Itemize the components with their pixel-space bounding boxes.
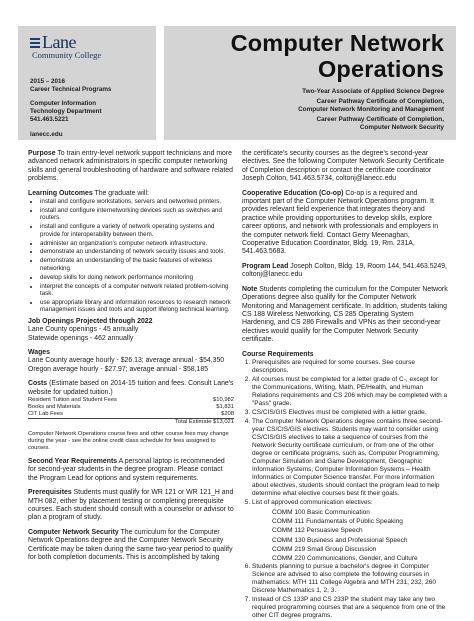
left-column [28,150,234,568]
list-item: 1. Prerequisites are required for some courses. See course descriptions. [252,359,448,375]
list-item: • use appropriate library and information resources to research network management issues and tools and support lifelong technical learning. [40,299,234,314]
list-item: COMM 100 Basic Communication [272,508,370,516]
table-row: Resident Tuition and Student Fees $10,982 [28,396,234,403]
second-year-requirements: Second Year Requirements A personal laptop is recommended for second-year students in the degree program. Please contact the Program Lead for options and system requirements. [28,457,225,482]
list-item: 6. Students planning to pursue a bachelor's degree in Computer Science are advised to also complete the following courses in mathematics: MTH 111 College Algebra and MTH 231, 232, 260 Discrete Mathematics 1, 2, 3. [252,563,448,595]
list-item: • install and configure workstations, servers and networked printers. [40,198,234,205]
requirements-list [242,359,448,507]
requirements-list-continued [242,563,448,620]
note-section: Note Students completing the curriculum for the Computer Network Operations degree also qualify for the Computer Network Monitoring and Management certificate. In addition, students taking CS 188 Wireless Networking, CS 285 Operating System Hardening, and CS 286 Firewalls and VPNs as their second-year electives would qualify for the Computer Network Security certificate. [242,285,448,344]
table-row: Books and Materials $1,831 [28,403,234,410]
learning-outcomes: Learning Outcomes The graduate will: [28,189,149,197]
list-item: 5. List of approved communication electives: [252,499,448,507]
outcomes-list [28,198,234,314]
job-openings: Job Openings Projected through 2022 Lane County openings - 45 annually Statewide openings - 462 annually [28,317,153,342]
course-requirements-heading: Course Requirements [242,350,314,358]
list-item: • install and configure a variety of network operating systems and provide for interoperability between them. [40,223,234,238]
comm-electives [242,508,448,563]
prerequisites-section: Prerequisites Students must qualify for WR 121 or WR 121_H and MTH 082, either by placement testing or completing prerequisite courses. Each student should consult with a counselor or advisor to plan a program of study. [28,489,234,522]
list-item: • administer an organization's computer network infrastructure. [40,240,234,247]
college-website[interactable]: lanecc.edu [30,131,63,138]
list-item: • interpret the concepts of a computer network related problem-solving task. [40,283,234,298]
wages-section: Wages Lane County average hourly - $26.13; average annual - $54,350 Oregon average hourly - $27.97; average annual - $58,185 [28,348,225,373]
catalog-year: 2015 – 2016 Career Technical Programs [30,78,112,93]
list-item: • install and configure internetworking devices such as switches and routers. [40,207,234,222]
cost-total: Total Estimate $13,021 [175,418,234,425]
purpose-section: Purpose To train entry-level network support technicians and more advanced network administrators in specific computer networking skills and general troubleshooting of hardware and software related problems. [28,150,233,183]
page-title: Computer Network Operations [230,30,444,82]
right-column [242,150,448,621]
list-item: 2. All courses must be completed for a letter grade of C-, except for the Communications, Writing, Math, PE/Health, and Human Relations requirements and CS 206 which may be completed with a "Pass" grade. [252,376,448,408]
list-item: 4. The Computer Network Operations degree contains three second-year CS/CIS/GIS electives. Students may want to consider using CS/CIS/GIS electives to take a sequence of courses from the Network Security certificate curriculum, or from one of the other degree or certificate programs, such as, Computer Programming, Computer Simulation and Game Development, Geographic Information Systems, Computer Information Systems – Health Informatics or Computer Science transfer. For more information about electives, students should contact the program lead to help determine what elective courses best fit their goals. [252,418,448,498]
costs-section: Costs (Estimate based on 2014-15 tuition and fees. Consult Lane's website for updated tuition.) [28,380,234,396]
list-item: COMM 111 Fundamentals of Public Speaking [272,518,403,526]
list-item: COMM 220 Communications, Gender, and Culture [272,554,418,562]
list-item: COMM 219 Small Group Discussion [272,545,377,553]
page-header [0,0,474,140]
logo-name: Lane [42,32,76,52]
table-row: CIT Lab Fees $208 [28,410,234,417]
program-title-panel [164,26,456,140]
degree-list: Two-Year Associate of Applied Science Degree Career Pathway Certificate of Completion, Computer Network Monitoring and Management Career Pathway Certificate of Completion, Computer Network Security [298,88,444,131]
network-security-section: Computer Network Security The curriculum for the Computer Network Operations degree and the Computer Network Security Certificate may be taken during the same two-year period to qualify for both completion documents. This is accomplished by taking [28,528,233,562]
college-info-panel [18,26,156,140]
list-item: • develop skills for doing network performance monitoring [40,274,234,281]
cost-table [28,397,234,426]
list-item: 7. Instead of CS 133P and CS 233P the student may take any two required programming courses that are a sequence from one of the other CIT degree programs. [252,596,448,620]
list-item: COMM 112 Persuasive Speech [272,527,363,535]
logo-subtitle: Community College [32,50,102,60]
list-item: 3. CS/CIS/GIS Electives must be completed with a letter grade. [252,409,448,417]
list-item: • demonstrate an understanding of network security issues and tools. [40,248,234,255]
coop-section: Cooperative Education (Co-op) Co-op is a required and important part of the Computer Network Operations program. It provides relevant field experience that integrates theory and practice while providing opportunities to develop skills, explore career options, and network with professionals and employers in the computer network field. Contact Gerry Meenaghan, Cooperative Education Coordinator, Bldg. 19, Rm. 231A, 541.463.5683. [242,189,439,256]
list-item: • demonstrate an understanding of the basic features of wireless networking. [40,257,234,272]
security-continued: the certificate's security courses as the degree's second-year electives. See the following Computer Network Security Certificate of Completion description or contact the certificate coordinator Joseph Colton, 541.463.5734, coltonj@lanecc.edu [242,150,445,183]
lane-logo-icon [30,36,40,50]
cost-note: Computer Network Operations course fees and other course fees may change during the year - see the online credit class schedule for fees assigned to courses. [28,430,229,451]
department-info: Computer Information Technology Department 541.463.5221 [30,100,102,123]
program-lead: Program Lead Joseph Colton, Bldg. 19, Room 144, 541.463.5249, coltonj@lanecc.edu [242,262,447,279]
list-item: COMM 130 Business and Professional Speech [272,536,408,544]
lane-logo [30,34,148,50]
